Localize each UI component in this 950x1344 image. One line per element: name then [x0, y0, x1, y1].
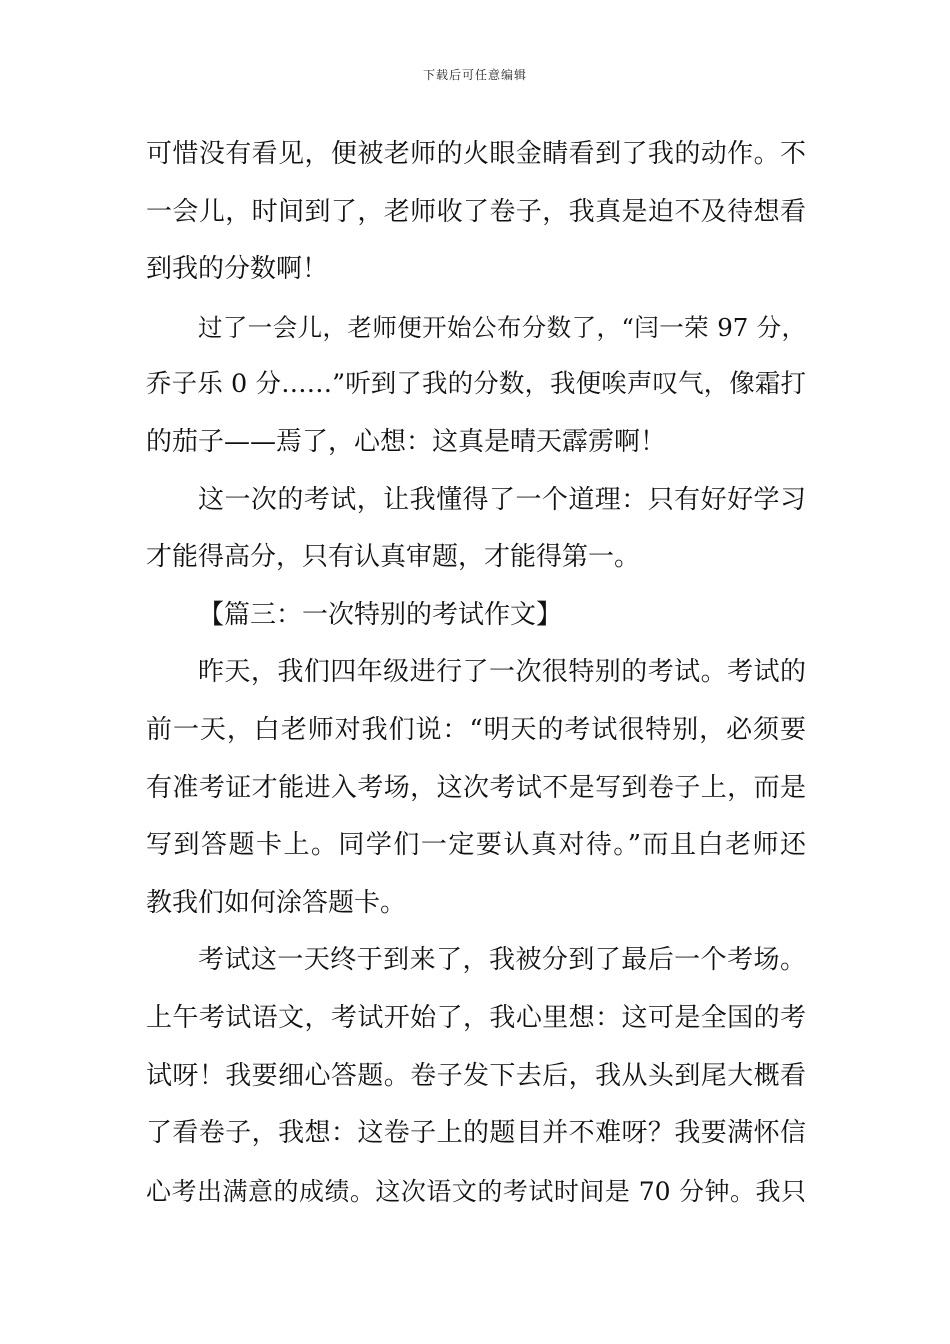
section-heading: 【篇三：一次特别的考试作文】	[198, 599, 563, 630]
text-line: 教我们如何涂答题卡。	[146, 887, 407, 918]
text-line: 试呀！我要细心答题。卷子发下去后，我从头到尾大概看	[146, 1060, 806, 1091]
text-line: 的茄子——焉了，心想：这真是晴天霹雳啊！	[146, 426, 667, 457]
text-line: 这一次的考试，让我懂得了一个道理：只有好好学习	[198, 484, 806, 515]
text-line: 可惜没有看见，便被老师的火眼金睛看到了我的动作。不	[146, 139, 806, 169]
text-line: 一会儿，时间到了，老师收了卷子，我真是迫不及待想看	[146, 196, 806, 227]
text-line: 前一天，白老师对我们说：“明天的考试很特别，必须要	[146, 714, 806, 745]
text-line: 过了一会儿，老师便开始公布分数了，“闫一荣 97 分，	[198, 312, 806, 342]
page-header: 下载后可任意编辑	[422, 68, 527, 82]
text-line: 上午考试语文，考试开始了，我心里想：这可是全国的考	[146, 1002, 806, 1033]
text-line: 了看卷子，我想：这卷子上的题目并不难呀？我要满怀信	[146, 1118, 806, 1149]
text-line: 心考出满意的成绩。这次语文的考试时间是 70 分钟。我只	[146, 1176, 806, 1206]
text-line: 有准考证才能进入考场，这次考试不是写到卷子上，而是	[146, 772, 806, 803]
text-line: 昨天，我们四年级进行了一次很特别的考试。考试的	[198, 657, 806, 688]
text-line: 到我的分数啊！	[146, 254, 329, 285]
text-line: 考试这一天终于到来了，我被分到了最后一个考场。	[198, 945, 806, 976]
text-line: 写到答题卡上。同学们一定要认真对待。”而且白老师还	[146, 830, 806, 861]
text-line: 乔子乐 0 分……”听到了我的分数，我便唉声叹气，像霜打	[146, 369, 806, 400]
text-line: 才能得高分，只有认真审题，才能得第一。	[146, 542, 641, 573]
document-body	[146, 126, 806, 1220]
